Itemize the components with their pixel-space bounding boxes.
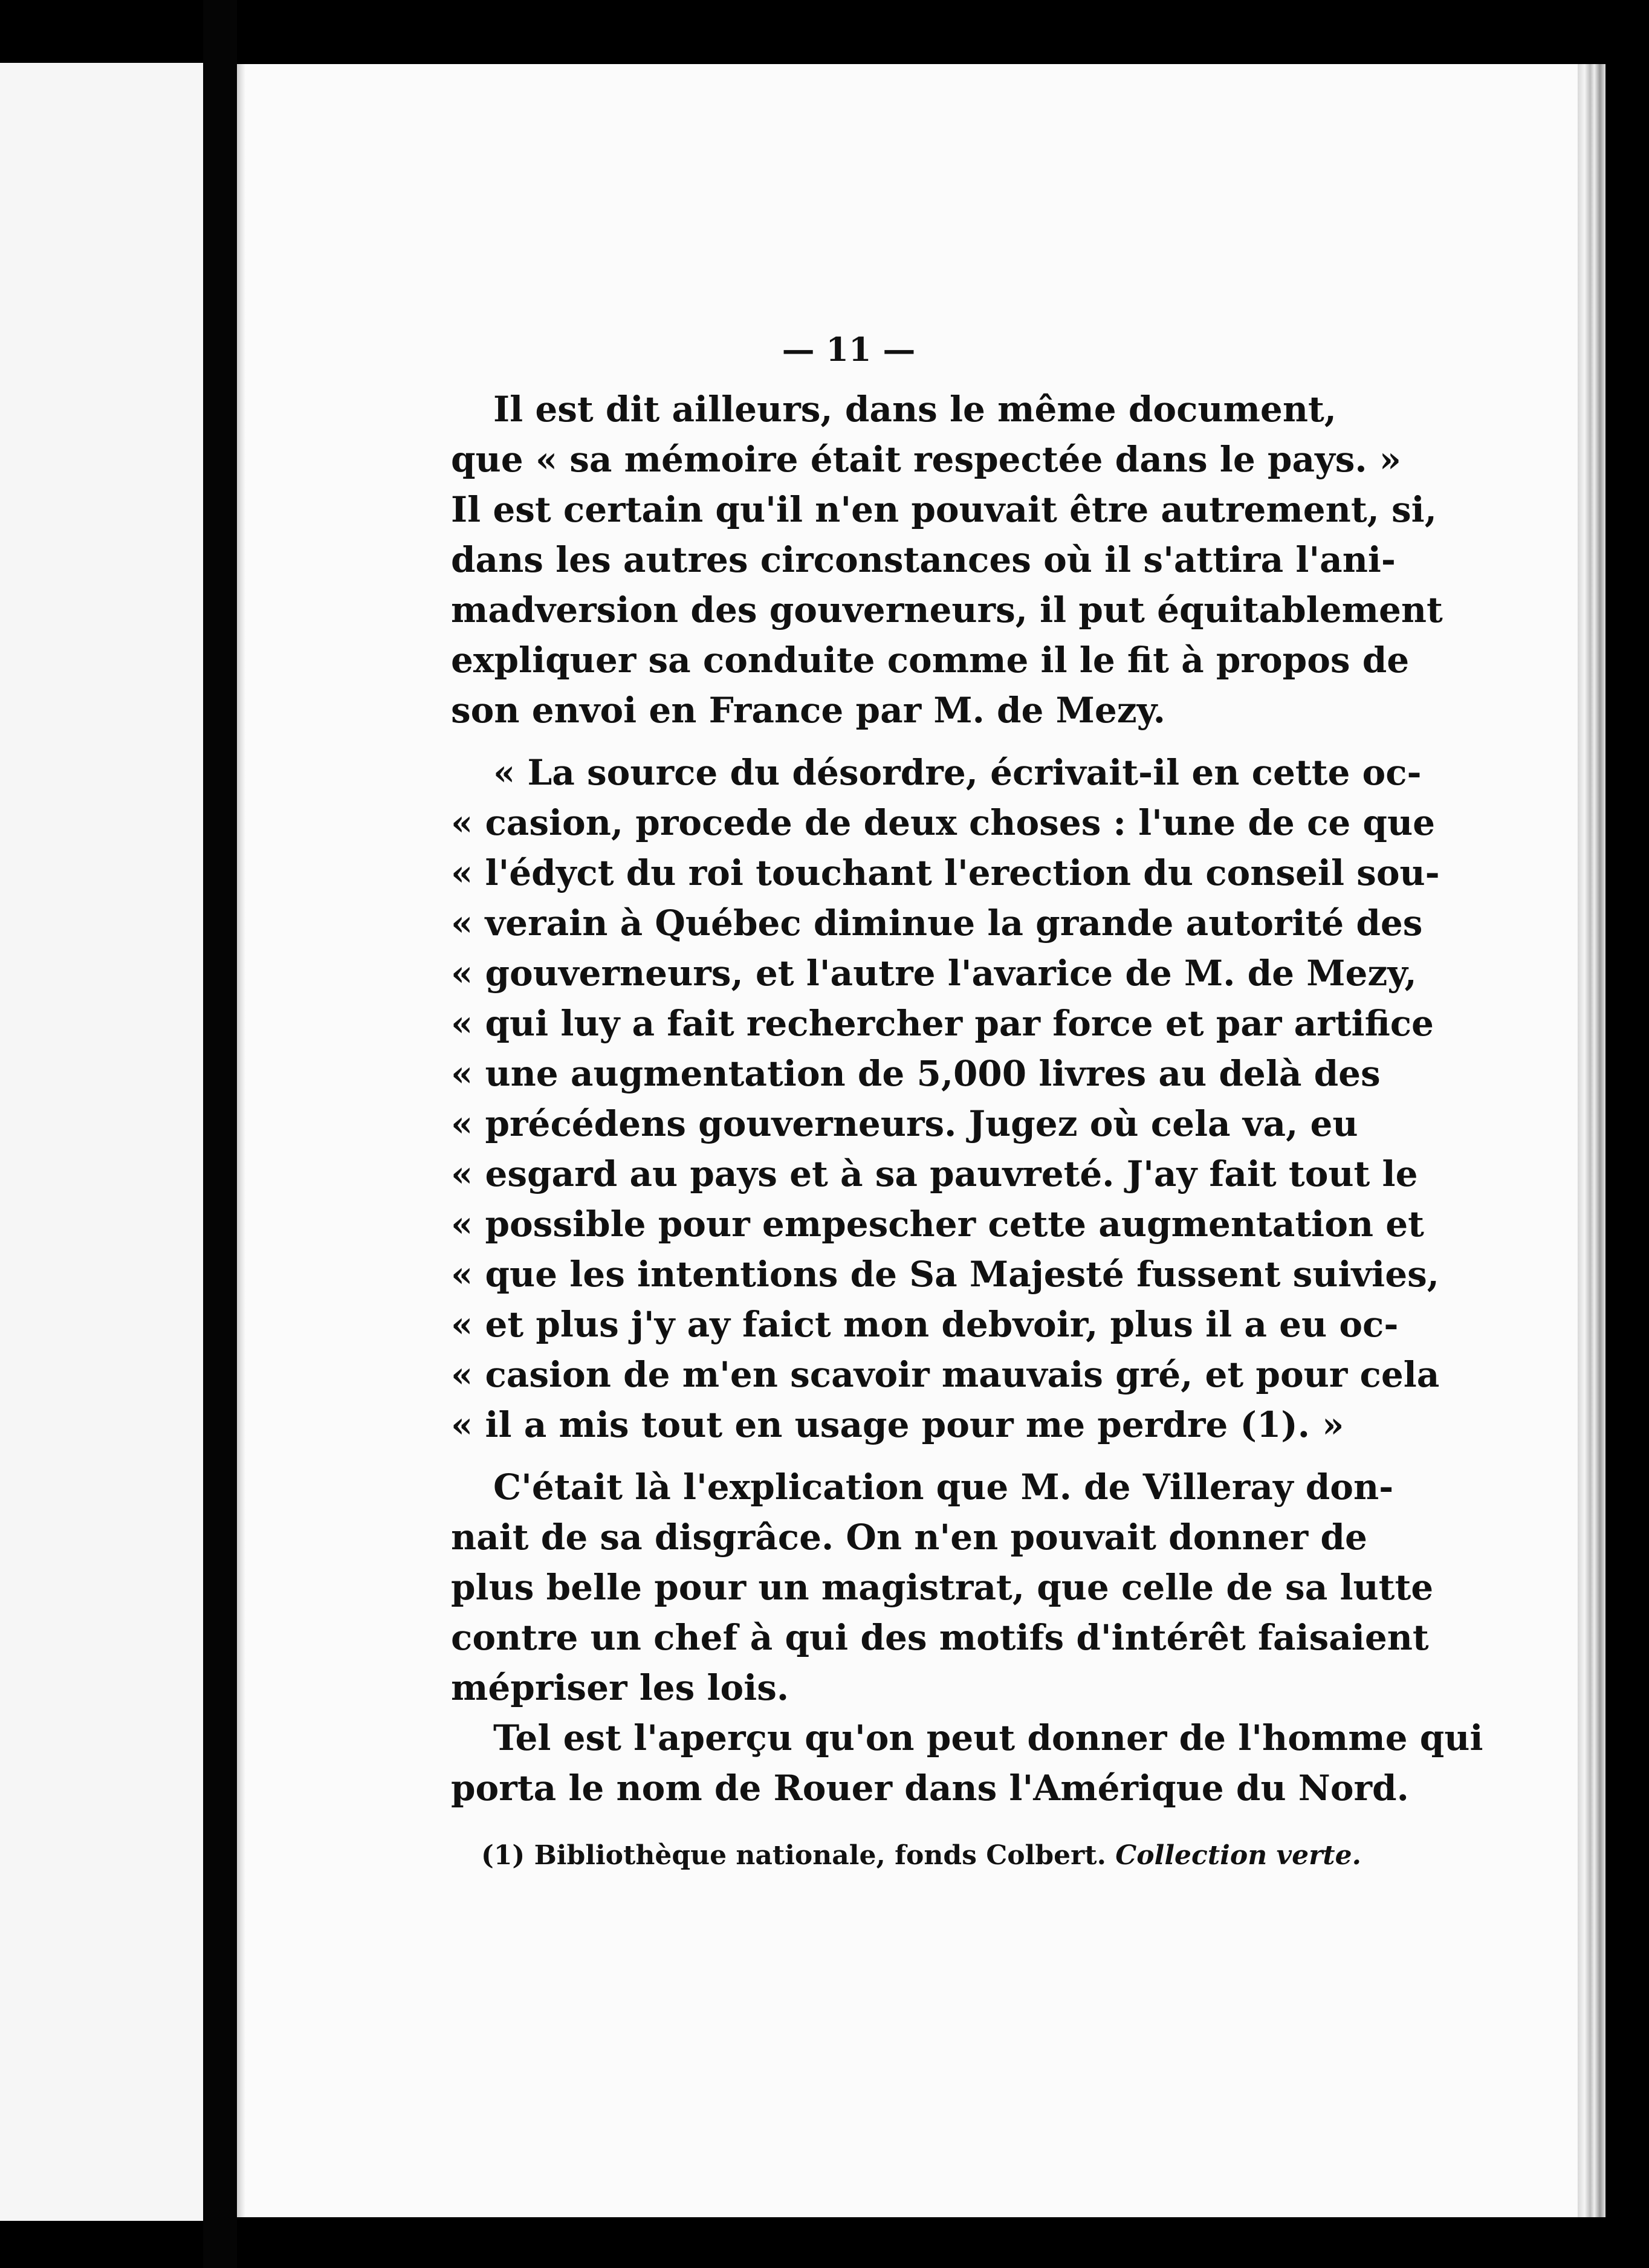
- page-text: [451, 330, 1483, 1874]
- text-line: C'était là l'explication que M. de Villeray don-: [493, 1466, 1394, 1508]
- left-page-edge: [0, 63, 203, 2221]
- text-line: « casion de m'en scavoir mauvais gré, et pour cela: [451, 1354, 1440, 1395]
- paragraph-1: [451, 384, 1443, 736]
- text-line: « La source du désordre, écrivait-il en cette oc-: [493, 752, 1422, 793]
- text-line: « casion, procede de deux choses : l'une de ce que: [451, 802, 1436, 843]
- text-line: nait de sa disgrâce. On n'en pouvait donner de: [451, 1517, 1367, 1558]
- text-line: son envoi en France par M. de Mezy.: [451, 690, 1165, 731]
- text-line: « il a mis tout en usage pour me perdre (1). »: [451, 1404, 1344, 1445]
- text-line: expliquer sa conduite comme il le fit à propos de: [451, 640, 1410, 681]
- paragraph-4: [451, 1713, 1483, 1813]
- page-stack-edge: [1578, 64, 1605, 2217]
- text-line: madversion des gouverneurs, il put équitablement: [451, 589, 1443, 630]
- text-line: contre un chef à qui des motifs d'intérêt faisaient: [451, 1617, 1429, 1658]
- text-line: « et plus j'y ay faict mon debvoir, plus il a eu oc-: [451, 1304, 1399, 1345]
- text-line: « esgard au pays et à sa pauvreté. J'ay fait tout le: [451, 1153, 1418, 1194]
- text-line: plus belle pour un magistrat, que celle de sa lutte: [451, 1567, 1434, 1608]
- text-line: que « sa mémoire était respectée dans le pays. »: [451, 439, 1402, 480]
- text-line: porta le nom de Rouer dans l'Amérique du Nord.: [451, 1767, 1409, 1809]
- text-line: « gouverneurs, et l'autre l'avarice de M. de Mezy,: [451, 953, 1417, 994]
- footnote: [451, 1838, 1361, 1874]
- text-line: Tel est l'aperçu qu'on peut donner de l'homme qui: [493, 1717, 1483, 1758]
- text-line: « qui luy a fait rechercher par force et par artifice: [451, 1003, 1434, 1044]
- text-line: « une augmentation de 5,000 livres au delà des: [451, 1053, 1381, 1094]
- footnote-italic: Collection verte.: [1115, 1840, 1361, 1871]
- text-line: « possible pour empescher cette augmentation et: [451, 1204, 1424, 1245]
- page-number: — 11 —: [782, 330, 916, 369]
- text-line: dans les autres circonstances où il s'attira l'ani-: [451, 539, 1396, 580]
- page-inner-shadow: [237, 64, 245, 2217]
- paragraph-3: [451, 1462, 1434, 1713]
- paragraph-2-quotation: [451, 748, 1440, 1450]
- text-line: « précédens gouverneurs. Jugez où cela va, eu: [451, 1103, 1358, 1144]
- text-line: Il est certain qu'il n'en pouvait être autrement, si,: [451, 489, 1437, 530]
- text-line: Il est dit ailleurs, dans le même document,: [493, 389, 1336, 430]
- text-line: « que les intentions de Sa Majesté fussent suivies,: [451, 1254, 1439, 1295]
- book-gutter: [203, 0, 237, 2268]
- text-line: « verain à Québec diminue la grande autorité des: [451, 902, 1423, 944]
- text-line: « l'édyct du roi touchant l'erection du conseil sou-: [451, 852, 1440, 893]
- text-line: mépriser les lois.: [451, 1667, 789, 1708]
- footnote-text: (1) Bibliothèque nationale, fonds Colbert.: [481, 1840, 1106, 1871]
